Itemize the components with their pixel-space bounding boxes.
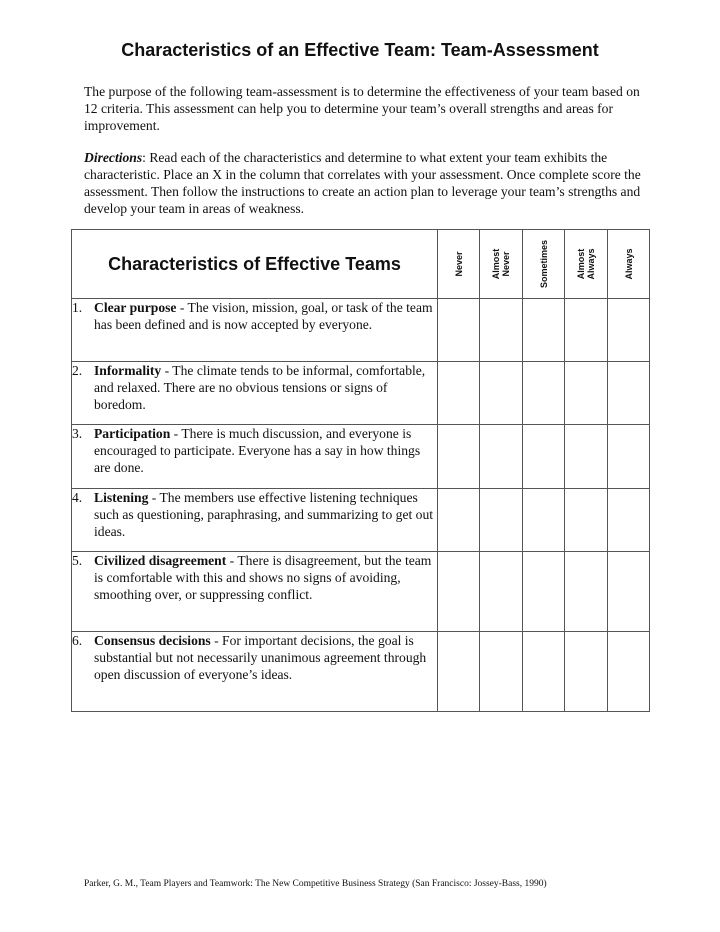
rating-cell-always[interactable] [608, 632, 650, 712]
rating-cell-almost-never[interactable] [480, 489, 523, 552]
item-number: 3. [72, 426, 83, 441]
directions-label: Directions [84, 150, 143, 165]
item-name: Informality [94, 363, 162, 378]
rating-cell-almost-always[interactable] [565, 299, 608, 362]
rating-cell-always[interactable] [608, 552, 650, 632]
table-row [72, 362, 650, 425]
characteristic-cell [72, 299, 438, 362]
item-number: 2. [72, 363, 83, 378]
rating-cell-sometimes[interactable] [523, 632, 565, 712]
rating-cell-almost-never[interactable] [480, 299, 523, 362]
table-header-characteristics: Characteristics of Effective Teams [72, 230, 438, 299]
rating-cell-sometimes[interactable] [523, 425, 565, 489]
characteristic-cell [72, 552, 438, 632]
rating-cell-almost-always[interactable] [565, 362, 608, 425]
item-number: 5. [72, 553, 83, 568]
rating-cell-almost-always[interactable] [565, 489, 608, 552]
characteristic-cell [72, 362, 438, 425]
rating-cell-always[interactable] [608, 425, 650, 489]
characteristic-cell [72, 425, 438, 489]
item-description: - The vision, mission, goal, or task of the team has been defined and is now accepted by everyone. [94, 300, 433, 332]
item-description: - There is much discussion, and everyone is encouraged to participate. Everyone has a say in how things are done. [94, 426, 421, 475]
rating-cell-almost-never[interactable] [480, 425, 523, 489]
citation-footer: Parker, G. M., Team Players and Teamwork: The New Competitive Business Strategy (San Francisco: Jossey-Bass, 1990) [84, 879, 547, 889]
rating-cell-almost-always[interactable] [565, 552, 608, 632]
rating-cell-never[interactable] [438, 489, 480, 552]
item-description: - For important decisions, the goal is substantial but not necessarily unanimous agreement through open discussion of everyone’s ideas. [94, 633, 427, 682]
table-row [72, 632, 650, 712]
item-number: 4. [72, 490, 83, 505]
directions-text: : Read each of the characteristics and determine to what extent your team exhibits the characteristic. Place an X in the column that correlates with your assessment. Once complete score the assessment. Then follow the instructions to create an action plan to leverage your team’s strengths and develop your team in areas of weakness. [84, 150, 641, 216]
intro-paragraph: The purpose of the following team-assessment is to determine the effectiveness of your team based on 12 criteria. This assessment can help you to determine your team’s overall strengths and areas for improvement. [84, 84, 640, 133]
table-header-row [72, 230, 650, 299]
table-row [72, 489, 650, 552]
rating-cell-never[interactable] [438, 552, 480, 632]
rating-cell-almost-never[interactable] [480, 362, 523, 425]
item-name: Clear purpose [94, 300, 177, 315]
rating-cell-sometimes[interactable] [523, 362, 565, 425]
item-number: 1. [72, 300, 83, 315]
rating-cell-sometimes[interactable] [523, 299, 565, 362]
item-description: - There is disagreement, but the team is comfortable with this and shows no signs of avoiding, smoothing over, or suppressing conflict. [94, 553, 432, 602]
characteristic-cell [72, 632, 438, 712]
rating-cell-never[interactable] [438, 425, 480, 489]
rating-cell-always[interactable] [608, 299, 650, 362]
item-name: Consensus decisions [94, 633, 211, 648]
rating-cell-almost-never[interactable] [480, 552, 523, 632]
rating-cell-never[interactable] [438, 632, 480, 712]
assessment-table [71, 229, 650, 712]
rating-cell-always[interactable] [608, 489, 650, 552]
column-header-almost-never: Almost Never [480, 230, 523, 299]
item-description: - The members use effective listening techniques such as questioning, paraphrasing, and summarizing to get out ideas. [94, 490, 434, 539]
table-row [72, 425, 650, 489]
column-header-never: Never [438, 230, 480, 299]
rating-cell-sometimes[interactable] [523, 552, 565, 632]
item-name: Listening [94, 490, 149, 505]
column-header-sometimes: Sometimes [523, 230, 565, 299]
item-name: Participation [94, 426, 171, 441]
rating-cell-always[interactable] [608, 362, 650, 425]
column-header-always: Always [608, 230, 650, 299]
directions-paragraph [84, 149, 644, 217]
item-description: - The climate tends to be informal, comfortable, and relaxed. There are no obvious tensions or signs of boredom. [94, 363, 426, 412]
rating-cell-almost-always[interactable] [565, 632, 608, 712]
page-title: Characteristics of an Effective Team: Team-Assessment [121, 40, 599, 60]
table-row [72, 552, 650, 632]
column-header-almost-always: Almost Always [565, 230, 608, 299]
rating-cell-almost-never[interactable] [480, 632, 523, 712]
rating-cell-never[interactable] [438, 362, 480, 425]
rating-cell-sometimes[interactable] [523, 489, 565, 552]
characteristic-cell [72, 489, 438, 552]
rating-cell-never[interactable] [438, 299, 480, 362]
table-row [72, 299, 650, 362]
item-name: Civilized disagreement [94, 553, 227, 568]
item-number: 6. [72, 633, 83, 648]
rating-cell-almost-always[interactable] [565, 425, 608, 489]
